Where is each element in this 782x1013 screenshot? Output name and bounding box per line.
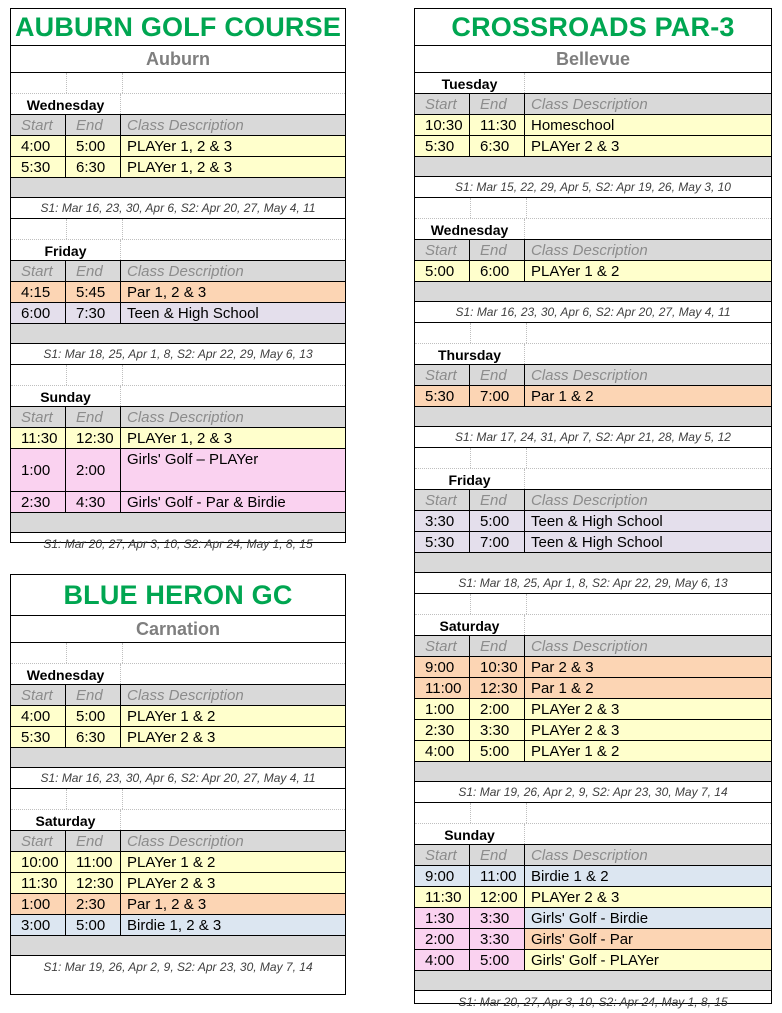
spacer-row [415,323,771,344]
header-end: End [470,94,525,114]
class-start: 5:30 [11,157,66,177]
day-label-row [11,386,345,407]
course-title: CROSSROADS PAR-3 [415,9,771,46]
class-end: 3:30 [470,720,525,740]
header-end: End [470,240,525,260]
class-row [11,915,345,936]
separator-row [415,553,771,573]
header-start: Start [415,845,470,865]
class-description: Homeschool [531,116,615,134]
class-description: Girls' Golf - Birdie [525,908,771,928]
course-blue-heron [10,574,346,995]
class-start: 1:00 [415,699,470,719]
class-row [415,386,771,407]
header-end: End [470,636,525,656]
header-start: Start [11,115,66,135]
class-start: 4:15 [11,282,66,302]
class-end: 12:30 [66,873,121,893]
header-start: Start [415,490,470,510]
session-dates: S1: Mar 17, 24, 31, Apr 7, S2: Apr 21, 28, May 5, 12 [415,427,771,448]
course-title: AUBURN GOLF COURSE [11,9,345,46]
class-row [415,950,771,971]
session-dates: S1: Mar 16, 23, 30, Apr 6, S2: Apr 20, 27, May 4, 11 [11,768,345,789]
class-description: Girls' Golf - Par [525,929,771,949]
class-description: PLAYer 1 & 2 [531,262,620,280]
class-start: 5:00 [415,261,470,281]
class-description: Girls' Golf - Par & Birdie [127,493,286,511]
table-header [11,407,345,428]
class-end: 2:00 [66,449,121,491]
separator-row [11,324,345,344]
header-end: End [66,115,121,135]
separator-row [11,936,345,956]
header-description: Class Description [531,366,648,384]
class-start: 2:30 [415,720,470,740]
session-dates: S1: Mar 20, 27, Apr 3, 10, S2: Apr 24, May 1, 8, 15 [458,994,728,1009]
header-end: End [66,407,121,427]
course-crossroads [414,8,772,1009]
class-description: Teen & High School [531,533,663,551]
class-end: 5:00 [470,741,525,761]
class-start: 9:00 [415,657,470,677]
course-city: Carnation [11,616,345,643]
class-description: PLAYer 2 & 3 [531,721,620,739]
class-start: 3:30 [415,511,470,531]
class-start: 11:00 [415,678,470,698]
class-end: 5:00 [66,706,121,726]
class-description: PLAYer 2 & 3 [531,888,620,906]
day-label-row [415,615,771,636]
header-end: End [470,845,525,865]
day-label: Friday [415,469,525,489]
class-end: 4:30 [66,492,121,512]
class-start: 11:30 [415,887,470,907]
class-description: PLAYer 2 & 3 [531,137,620,155]
class-start: 1:30 [415,908,470,928]
class-end: 11:30 [470,115,525,135]
class-start: 10:00 [11,852,66,872]
spacer-row [415,803,771,824]
header-description: Class Description [531,95,648,113]
class-row [11,706,345,727]
table-header [415,240,771,261]
class-row [11,852,345,873]
course-city: Bellevue [415,46,771,73]
separator-row [11,748,345,768]
class-end: 5:00 [66,915,121,935]
class-start: 1:00 [11,449,66,491]
class-end: 5:00 [66,136,121,156]
day-label: Sunday [11,386,121,406]
separator-row [11,178,345,198]
table-header [415,490,771,511]
separator-row [415,282,771,302]
class-description: PLAYer 2 & 3 [127,728,216,746]
table-header [11,115,345,136]
class-end: 6:30 [66,157,121,177]
class-end: 2:30 [66,894,121,914]
day-label-row [415,344,771,365]
header-start: Start [11,685,66,705]
class-row [415,908,771,929]
day-label-row [415,73,771,94]
class-description: PLAYer 1 & 2 [127,853,216,871]
separator-row [415,971,771,991]
class-description: Girls' Golf – PLAYer [127,451,259,468]
class-start: 11:30 [11,873,66,893]
session-dates: S1: Mar 16, 23, 30, Apr 6, S2: Apr 20, 27, May 4, 11 [11,198,345,219]
class-end: 5:45 [66,282,121,302]
class-start: 9:00 [415,866,470,886]
session-dates: S1: Mar 20, 27, Apr 3, 10, S2: Apr 24, May 1, 8, 15 [43,536,313,551]
class-description: PLAYer 1 & 2 [127,707,216,725]
table-header [415,636,771,657]
spacer-row [11,789,345,810]
header-description: Class Description [531,846,648,864]
class-end: 3:30 [470,908,525,928]
day-label: Sunday [415,824,525,844]
class-start: 4:00 [11,706,66,726]
class-row [415,678,771,699]
day-label-row [11,810,345,831]
day-label-row [11,240,345,261]
class-row [415,511,771,532]
class-start: 5:30 [11,727,66,747]
spacer-row [415,594,771,615]
class-row [11,492,345,513]
class-row [11,449,345,492]
class-row [415,532,771,553]
class-start: 4:00 [415,741,470,761]
header-description: Class Description [127,408,244,426]
separator-row [11,513,345,533]
class-end: 7:00 [470,386,525,406]
header-start: Start [415,240,470,260]
class-end: 12:00 [470,887,525,907]
course-auburn [10,8,346,551]
header-description: Class Description [127,116,244,134]
class-row [11,282,345,303]
class-end: 6:30 [66,727,121,747]
separator-row [415,157,771,177]
class-description: PLAYer 1 & 2 [531,742,620,760]
class-end: 7:30 [66,303,121,323]
class-end: 5:00 [470,950,525,970]
table-header [11,831,345,852]
class-end: 12:30 [66,428,121,448]
spacer-row [415,448,771,469]
spacer-row [11,365,345,386]
class-row [11,894,345,915]
class-end: 6:30 [470,136,525,156]
day-label: Wednesday [11,664,121,684]
header-start: Start [11,261,66,281]
class-start: 10:30 [415,115,470,135]
spacer-row [415,198,771,219]
class-description: Par 1, 2 & 3 [127,895,207,913]
session-dates: S1: Mar 18, 25, Apr 1, 8, S2: Apr 22, 29, May 6, 13 [11,344,345,365]
course-title: BLUE HERON GC [11,575,345,616]
class-row [415,261,771,282]
class-end: 5:00 [470,511,525,531]
class-end: 3:30 [470,929,525,949]
class-description: PLAYer 1, 2 & 3 [127,137,233,155]
day-label: Friday [11,240,121,260]
spacer-row [11,73,345,94]
table-header [415,365,771,386]
class-row [11,873,345,894]
session-dates: S1: Mar 15, 22, 29, Apr 5, S2: Apr 19, 26, May 3, 10 [415,177,771,198]
header-start: Start [415,636,470,656]
class-description: Par 1, 2 & 3 [127,283,207,301]
class-row [415,887,771,908]
header-end: End [66,685,121,705]
day-label-row [415,824,771,845]
class-row [415,929,771,950]
class-description: Par 1 & 2 [531,387,594,405]
day-label: Saturday [11,810,121,830]
table-header [11,261,345,282]
day-label-row [415,219,771,240]
header-description: Class Description [531,637,648,655]
class-end: 7:00 [470,532,525,552]
class-row [11,157,345,178]
class-row [415,741,771,762]
class-end: 10:30 [470,657,525,677]
day-label: Tuesday [415,73,525,93]
header-end: End [470,365,525,385]
day-label-row [11,94,345,115]
class-end: 2:00 [470,699,525,719]
separator-row [415,762,771,782]
class-row [11,727,345,748]
spacer-row [11,643,345,664]
class-description: Teen & High School [127,304,259,322]
class-start: 2:30 [11,492,66,512]
class-description: PLAYer 2 & 3 [127,874,216,892]
day-label-row [11,664,345,685]
class-row [11,303,345,324]
day-label: Saturday [415,615,525,635]
session-dates: S1: Mar 19, 26, Apr 2, 9, S2: Apr 23, 30, May 7, 14 [415,782,771,803]
class-row [415,720,771,741]
class-row [415,699,771,720]
class-row [415,657,771,678]
header-start: Start [415,94,470,114]
class-start: 5:30 [415,386,470,406]
class-end: 11:00 [66,852,121,872]
class-description: PLAYer 2 & 3 [531,700,620,718]
class-start: 1:00 [11,894,66,914]
class-start: 4:00 [11,136,66,156]
header-description: Class Description [531,491,648,509]
header-end: End [66,261,121,281]
class-description: Par 1 & 2 [531,679,594,697]
header-description: Class Description [127,832,244,850]
day-label: Wednesday [11,94,121,114]
class-start: 5:30 [415,532,470,552]
class-row [11,428,345,449]
class-end: 6:00 [470,261,525,281]
session-dates: S1: Mar 18, 25, Apr 1, 8, S2: Apr 22, 29, May 6, 13 [415,573,771,594]
class-start: 4:00 [415,950,470,970]
class-start: 6:00 [11,303,66,323]
session-dates: S1: Mar 19, 26, Apr 2, 9, S2: Apr 23, 30, May 7, 14 [43,959,313,974]
class-end: 12:30 [470,678,525,698]
header-start: Start [11,407,66,427]
header-start: Start [415,365,470,385]
class-row [415,115,771,136]
class-start: 3:00 [11,915,66,935]
header-end: End [470,490,525,510]
header-start: Start [11,831,66,851]
class-start: 2:00 [415,929,470,949]
class-description: Girls' Golf - PLAYer [525,950,771,970]
class-description: Par 2 & 3 [531,658,594,676]
class-row [415,136,771,157]
class-start: 5:30 [415,136,470,156]
header-description: Class Description [531,241,648,259]
course-city: Auburn [11,46,345,73]
class-start: 11:30 [11,428,66,448]
day-label-row [415,469,771,490]
class-description: Teen & High School [531,512,663,530]
header-description: Class Description [127,262,244,280]
session-dates: S1: Mar 16, 23, 30, Apr 6, S2: Apr 20, 27, May 4, 11 [415,302,771,323]
spacer-row [11,219,345,240]
table-header [11,685,345,706]
class-description: Birdie 1, 2 & 3 [127,916,222,934]
header-description: Class Description [127,686,244,704]
class-row [415,866,771,887]
table-header [415,94,771,115]
day-label: Wednesday [415,219,525,239]
separator-row [415,407,771,427]
class-description: Birdie 1 & 2 [531,867,609,885]
table-header [415,845,771,866]
class-description: PLAYer 1, 2 & 3 [127,429,233,447]
class-end: 11:00 [470,866,525,886]
day-label: Thursday [415,344,525,364]
class-description: PLAYer 1, 2 & 3 [127,158,233,176]
header-end: End [66,831,121,851]
class-row [11,136,345,157]
